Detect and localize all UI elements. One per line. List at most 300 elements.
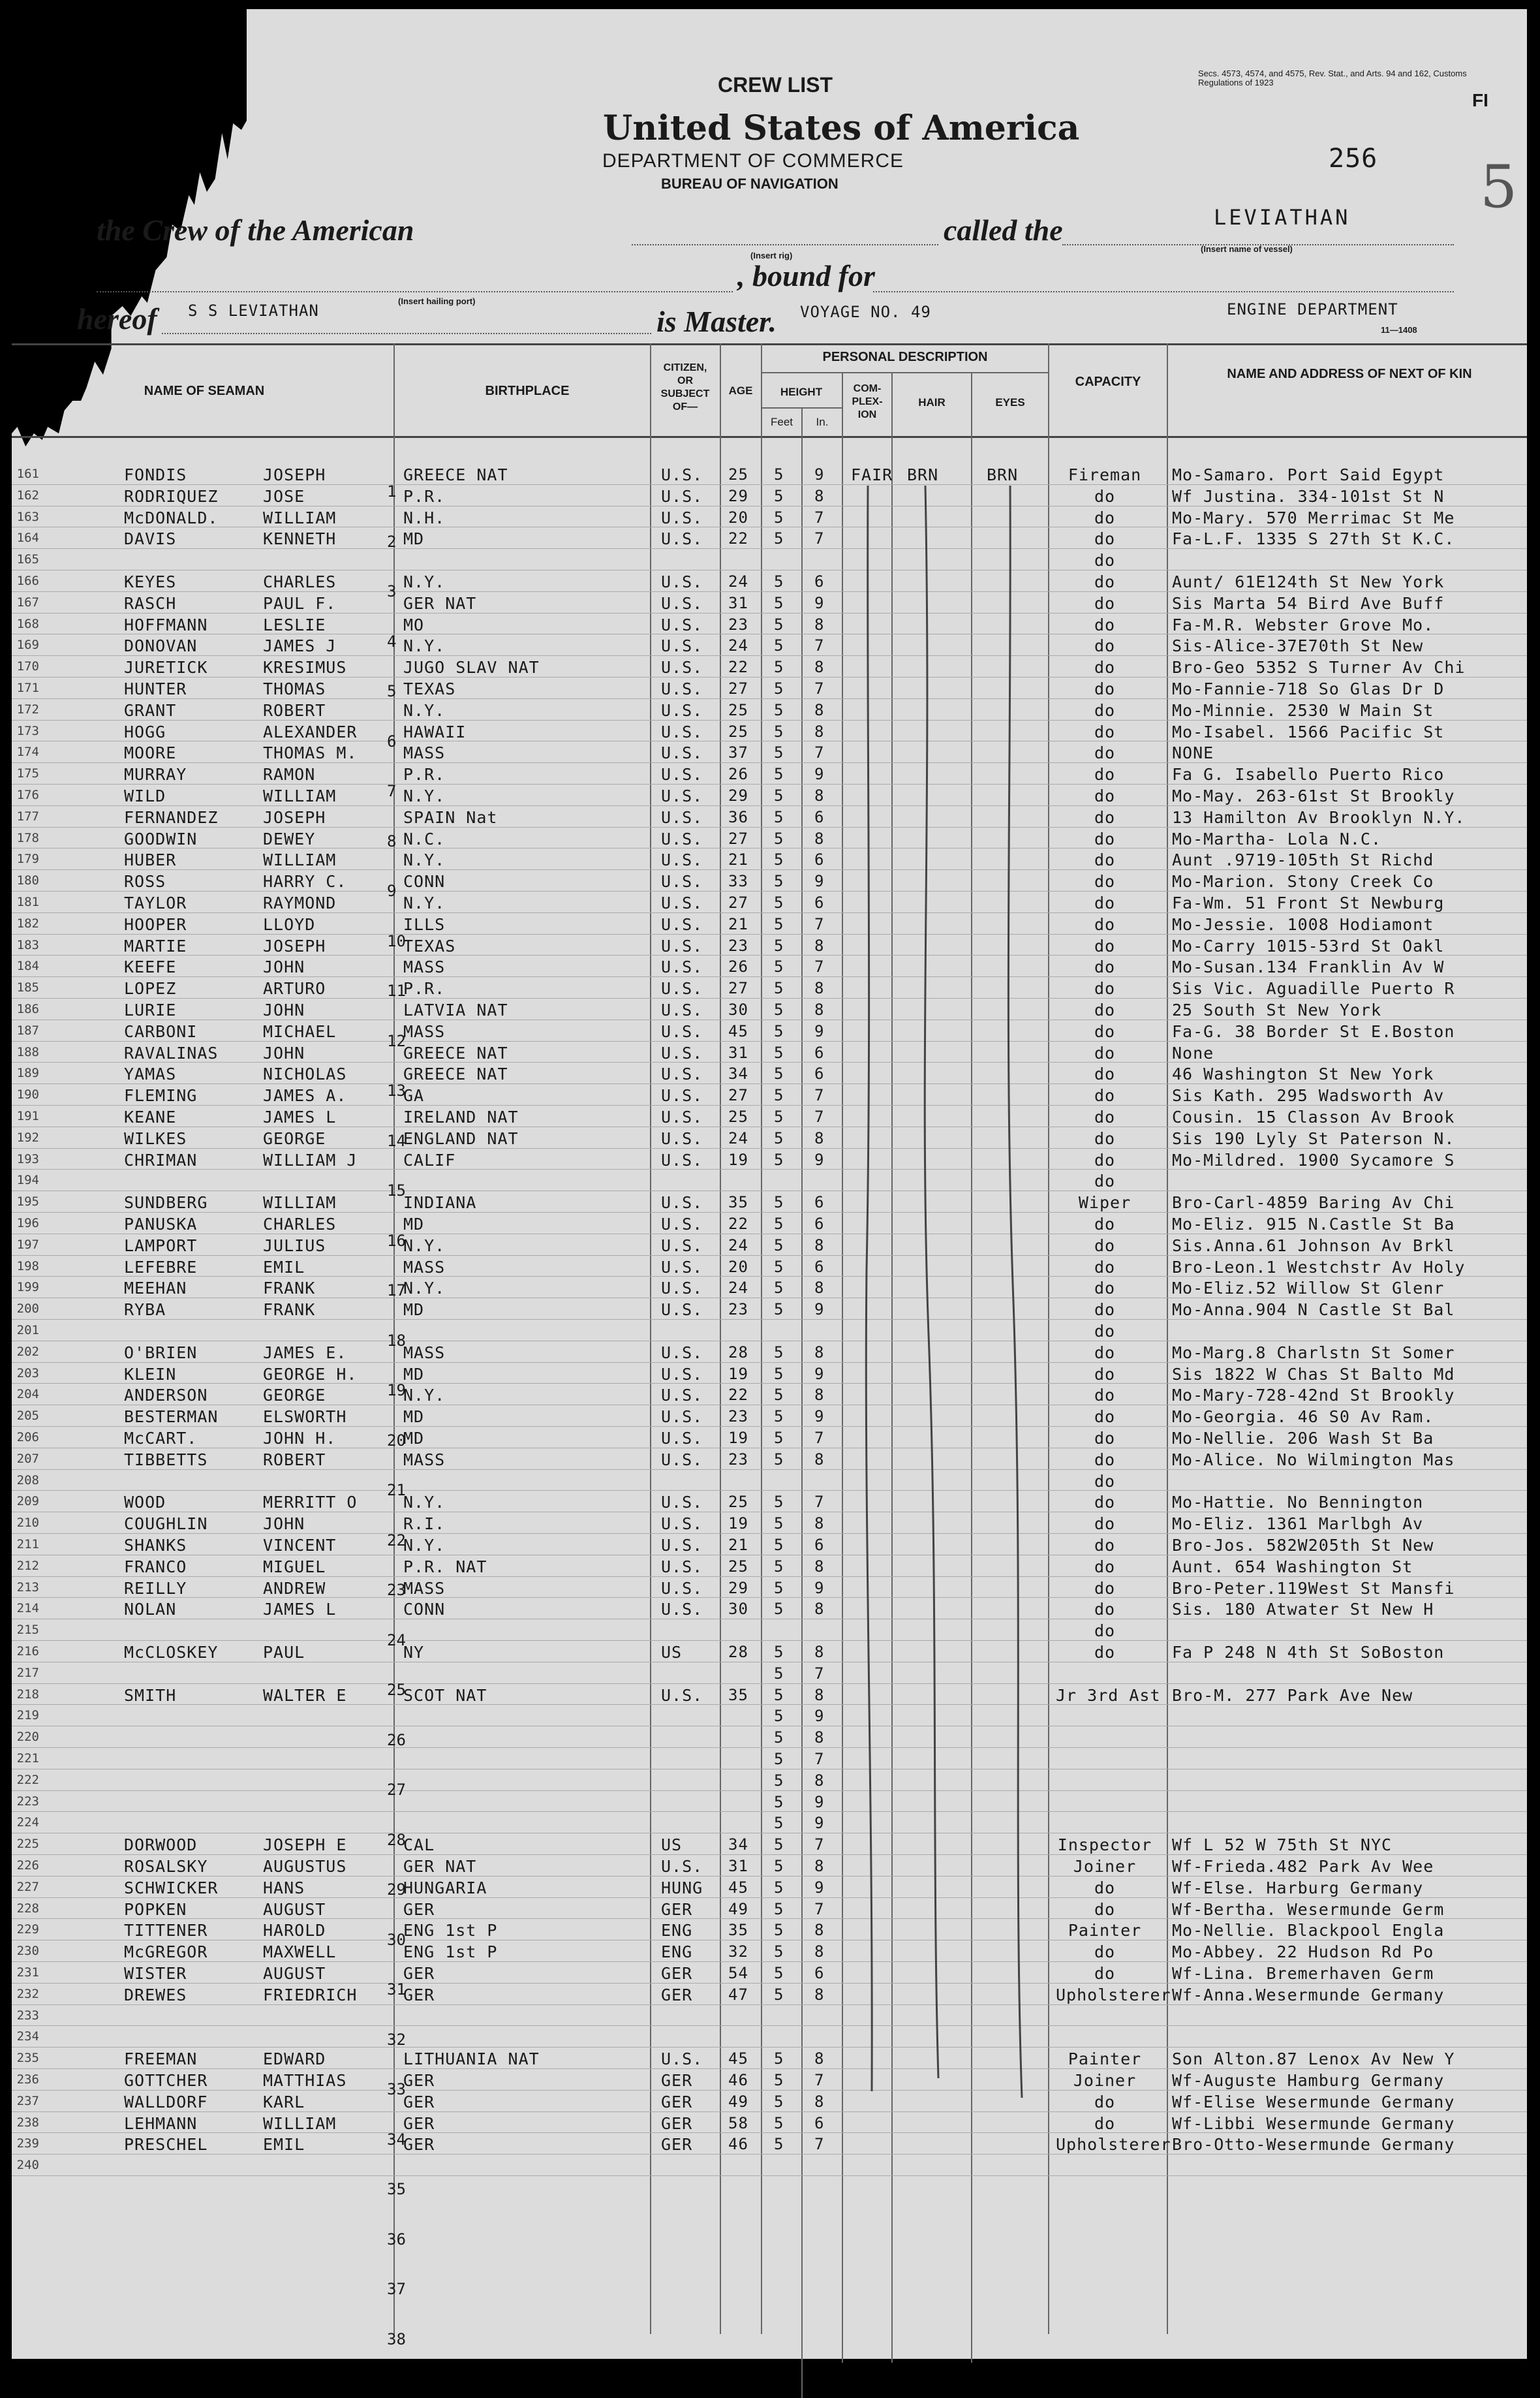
cell-age: 20 [728, 508, 748, 527]
cell-sur: JURETICK [124, 658, 208, 677]
cell-kin: Mo-Susan.134 Franklin Av W [1172, 958, 1445, 977]
cell-kin: Wf-Auguste Hamburg Germany [1172, 2071, 1445, 2090]
cell-sur: RAVALINAS [124, 1043, 219, 1063]
cell-cit: ENG [661, 1921, 693, 1940]
cell-kin: Mo-Anna.904 N Castle St Bal [1172, 1300, 1455, 1320]
cell-age: 36 [728, 807, 748, 826]
cell-sur: SHANKS [124, 1536, 187, 1555]
cell-ft: 5 [774, 1150, 784, 1169]
cell-birth: P.R. [403, 486, 446, 506]
col-citizen: CITIZEN, OR SUBJECT OF— [660, 362, 710, 413]
line-number: 240 [16, 2158, 39, 2173]
col-eyes: EYES [995, 396, 1025, 409]
cell-ft: 5 [774, 1257, 784, 1276]
row-number: 4 [387, 632, 397, 651]
cell-sur: WILD [124, 786, 166, 805]
cell-cit: U.S. [661, 1536, 703, 1555]
line-number: 192 [16, 1130, 39, 1145]
cell-birth: SCOT NAT [403, 1685, 487, 1705]
cell-cap: do [1094, 2092, 1116, 2111]
cell-cit: GER [661, 2092, 693, 2111]
row-number: 12 [387, 1031, 406, 1050]
cell-giv: HARRY C. [263, 872, 347, 892]
cell-in: 6 [814, 894, 825, 912]
cell-in: 9 [814, 1021, 825, 1040]
cell-cap: do [1094, 936, 1116, 956]
cell-kin: Bro-Carl-4859 Baring Av Chi [1172, 1193, 1455, 1213]
cell-ft: 5 [774, 1578, 784, 1597]
row-number: 30 [387, 1930, 406, 1949]
row-number: 15 [387, 1181, 406, 1200]
cell-cap: do [1094, 1065, 1116, 1084]
cell-cap: Joiner [1073, 2071, 1137, 2090]
cell-birth: ILLS [403, 914, 446, 934]
cell-birth: INDIANA [403, 1193, 477, 1213]
cell-kin: Mo-Alice. No Wilmington Mas [1172, 1450, 1455, 1469]
line-number: 212 [16, 1558, 39, 1573]
statute-reference: Secs. 4573, 4574, and 4575, Rev. Stat., and Arts. 94 and 162, Customs Regulations of 1923 [1198, 69, 1467, 87]
cell-in: 9 [814, 1300, 825, 1319]
cell-cap: do [1094, 1001, 1116, 1020]
cell-cap: Wiper [1078, 1193, 1132, 1213]
cell-age: 35 [728, 1921, 748, 1940]
col-capacity: CAPACITY [1075, 375, 1141, 389]
cell-cap: Fireman [1068, 465, 1142, 484]
cell-cap: do [1094, 1386, 1116, 1405]
cell-kin: NONE [1172, 743, 1214, 763]
cell-age: 27 [728, 894, 748, 912]
cell-in: 6 [814, 2113, 825, 2132]
cell-ft: 5 [774, 807, 784, 826]
line-number: 232 [16, 1986, 39, 2001]
line-number: 176 [16, 788, 39, 802]
cell-kin: Mo-Martha- Lola N.C. [1172, 829, 1382, 849]
row-number: 14 [387, 1131, 406, 1150]
cell-cit: U.S. [661, 700, 703, 720]
cell-sur: HUBER [124, 850, 177, 870]
row-number: 37 [387, 2280, 406, 2298]
col-hair: HAIR [918, 396, 946, 409]
line-number: 187 [16, 1023, 39, 1038]
cell-sur: GOTTCHER [124, 2071, 208, 2090]
destination-line [873, 291, 1454, 292]
cell-cit: U.S. [661, 722, 703, 741]
cell-ft: 5 [774, 615, 784, 634]
cell-age: 35 [728, 1685, 748, 1704]
cell-kin: Mo-Mildred. 1900 Sycamore S [1172, 1150, 1455, 1170]
cell-birth: P.R. [403, 765, 446, 785]
cell-in: 9 [814, 1707, 825, 1726]
cell-cit: US [661, 1835, 683, 1855]
cell-age: 27 [728, 829, 748, 848]
cell-cap: do [1094, 1514, 1116, 1534]
row-number: 8 [387, 832, 397, 850]
cell-cit: U.S. [661, 465, 703, 484]
cell-in: 7 [814, 1108, 825, 1126]
cell-giv: MAXWELL [263, 1942, 337, 1962]
line-number: 210 [16, 1516, 39, 1531]
cell-age: 45 [728, 1021, 748, 1040]
cell-ft: 5 [774, 1043, 784, 1062]
line-number: 234 [16, 2029, 39, 2044]
cell-age: 31 [728, 1857, 748, 1875]
department-label: ENGINE DEPARTMENT [1227, 300, 1398, 319]
cell-ft: 5 [774, 722, 784, 741]
cell-age: 24 [728, 1129, 748, 1147]
cell-birth: MASS [403, 1578, 446, 1598]
cell-age: 45 [728, 2049, 748, 2068]
line-number: 207 [16, 1451, 39, 1466]
cell-birth: MD [403, 529, 425, 549]
cell-sur: DAVIS [124, 529, 177, 549]
cell-cit: U.S. [661, 958, 703, 977]
cell-in: 9 [814, 872, 825, 891]
cell-giv: KRESIMUS [263, 658, 347, 677]
cell-ft: 5 [774, 2049, 784, 2068]
cell-cit: U.S. [661, 850, 703, 870]
cell-sur: TIBBETTS [124, 1450, 208, 1469]
cell-birth: N.Y. [403, 1279, 446, 1298]
cell-giv: JOSE [263, 486, 305, 506]
cell-kin: Aunt. 654 Washington St [1172, 1557, 1413, 1576]
cell-in: 6 [814, 1215, 825, 1233]
cell-birth: N.Y. [403, 1536, 446, 1555]
cell-sur: TAYLOR [124, 894, 187, 912]
line-number: 235 [16, 2051, 39, 2066]
cell-in: 7 [814, 2135, 825, 2154]
line-number: 231 [16, 1965, 39, 1980]
cell-ft: 5 [774, 765, 784, 784]
cell-cit: ENG [661, 1942, 693, 1962]
cell-in: 8 [814, 1001, 825, 1019]
cell-giv: FRIEDRICH [263, 1985, 358, 2004]
row-number: 21 [387, 1481, 406, 1499]
cell-cap: do [1094, 743, 1116, 763]
cell-age: 20 [728, 1257, 748, 1276]
whereof-value: S S LEVIATHAN [188, 302, 319, 320]
table-header-rule [12, 436, 1527, 438]
cell-cap: do [1094, 1108, 1116, 1127]
margin-number: 5 [1480, 153, 1518, 221]
line-number: 163 [16, 509, 39, 524]
cell-ft: 5 [774, 1086, 784, 1105]
row-number: 19 [387, 1381, 406, 1399]
cell-age: 24 [728, 1236, 748, 1254]
row-number: 20 [387, 1431, 406, 1450]
col-kin: NAME AND ADDRESS OF NEXT OF KIN [1227, 367, 1472, 381]
line-number: 223 [16, 1794, 39, 1809]
cell-birth: NY [403, 1643, 425, 1662]
line-number: 228 [16, 1901, 39, 1916]
cell-ft: 5 [774, 1407, 784, 1426]
cell-sur: WALLDORF [124, 2092, 208, 2111]
cell-sur: PANUSKA [124, 1215, 198, 1234]
line-number: 203 [16, 1365, 39, 1380]
line-number: 229 [16, 1922, 39, 1937]
cell-birth: P.R. NAT [403, 1557, 487, 1576]
cell-in: 6 [814, 850, 825, 869]
cell-cap: do [1094, 1557, 1116, 1576]
cell-sur: NOLAN [124, 1600, 177, 1619]
cell-giv: PAUL [263, 1643, 305, 1662]
insert-port-note: (Insert hailing port) [398, 296, 476, 306]
cell-kin: Sis.Anna.61 Johnson Av Brkl [1172, 1236, 1455, 1255]
line-number: 194 [16, 1173, 39, 1188]
cell-kin: Sis Marta 54 Bird Ave Buff [1172, 593, 1445, 613]
cell-kin: Fa-L.F. 1335 S 27th St K.C. [1172, 529, 1455, 549]
cell-in: 8 [814, 1643, 825, 1661]
cell-cap: do [1094, 1322, 1116, 1341]
cell-giv: MATTHIAS [263, 2071, 347, 2090]
cell-ft: 5 [774, 1300, 784, 1319]
cell-in: 6 [814, 572, 825, 591]
row-number: 25 [387, 1681, 406, 1699]
cell-sur: ANDERSON [124, 1386, 208, 1405]
cell-giv: JAMES E. [263, 1343, 347, 1362]
cell-cit: U.S. [661, 572, 703, 591]
form-title: CREW LIST [718, 73, 833, 97]
cell-age: 25 [728, 722, 748, 741]
corner-letters: FI [1472, 90, 1488, 110]
cell-ft: 5 [774, 1921, 784, 1940]
cell-birth: GREECE NAT [403, 1043, 508, 1063]
cell-cit: GER [661, 1985, 693, 2004]
cell-kin: Bro-M. 277 Park Ave New [1172, 1685, 1413, 1705]
row-number: 33 [387, 2080, 406, 2098]
cell-in: 7 [814, 529, 825, 548]
cell-kin: Mo-Fannie-718 So Glas Dr D [1172, 679, 1445, 698]
cell-birth: IRELAND NAT [403, 1108, 519, 1127]
cell-ft: 5 [774, 700, 784, 719]
cell-in: 8 [814, 1685, 825, 1704]
cell-kin: Bro-Peter.119West St Mansfi [1172, 1578, 1455, 1598]
cell-birth: CONN [403, 872, 446, 892]
cell-kin: Fa-Wm. 51 Front St Newburg [1172, 894, 1445, 912]
line-number: 217 [16, 1665, 39, 1680]
line-number: 178 [16, 830, 39, 845]
line-number: 182 [16, 916, 39, 931]
line-number: 209 [16, 1494, 39, 1509]
cell-giv: WILLIAM [263, 850, 337, 870]
cell-birth: MASS [403, 1450, 446, 1469]
cell-kin: Son Alton.87 Lenox Av New Y [1172, 2049, 1455, 2069]
line-number: 208 [16, 1472, 39, 1487]
cell-cit: HUNG [661, 1878, 703, 1897]
cell-in: 7 [814, 914, 825, 933]
cell-sur: MARTIE [124, 936, 187, 956]
cell-cap: do [1094, 1150, 1116, 1170]
cell-in: 9 [814, 1878, 825, 1897]
cell-ft: 5 [774, 1685, 784, 1704]
cell-cit: GER [661, 1964, 693, 1983]
row-number: 28 [387, 1830, 406, 1849]
cell-kin: None [1172, 1043, 1214, 1063]
cell-cap: do [1094, 1407, 1116, 1427]
cell-cit: U.S. [661, 593, 703, 613]
cell-ft: 5 [774, 1065, 784, 1083]
cell-cap: do [1094, 1964, 1116, 1983]
cell-kin: Mo-Nellie. 206 Wash St Ba [1172, 1429, 1434, 1448]
cell-giv: JAMES A. [263, 1086, 347, 1106]
cell-age: 45 [728, 1878, 748, 1897]
cell-cit: U.S. [661, 1021, 703, 1041]
cell-giv: KARL [263, 2092, 305, 2111]
cell-in: 8 [814, 786, 825, 805]
line-number: 193 [16, 1151, 39, 1166]
cell-sur: HOGG [124, 722, 166, 741]
cell-sur: WILKES [124, 1129, 187, 1148]
cell-age: 30 [728, 1001, 748, 1019]
cell-giv: JOHN [263, 1043, 305, 1063]
cell-age: 22 [728, 1386, 748, 1405]
cell-age: 31 [728, 1043, 748, 1062]
row-number: 34 [387, 2130, 406, 2149]
cell-ft: 5 [774, 936, 784, 955]
cell-in: 9 [814, 1792, 825, 1811]
cell-birth: HAWAII [403, 722, 467, 741]
line-number: 175 [16, 766, 39, 781]
cell-age: 22 [728, 658, 748, 677]
cell-giv: VINCENT [263, 1536, 337, 1555]
cell-cit: U.S. [661, 1215, 703, 1234]
cell-cit: U.S. [661, 1193, 703, 1213]
cell-giv: GEORGE H. [263, 1364, 358, 1384]
cell-cit: U.S. [661, 1450, 703, 1469]
cell-age: 26 [728, 765, 748, 784]
cell-cap: do [1094, 1343, 1116, 1362]
cell-sur: WISTER [124, 1964, 187, 1983]
cell-in: 6 [814, 807, 825, 826]
cell-age: 25 [728, 465, 748, 484]
cell-sur: O'BRIEN [124, 1343, 198, 1362]
cell-in: 7 [814, 958, 825, 976]
cell-giv: JOHN [263, 1514, 305, 1534]
cell-kin: Wf-Elise Wesermunde Germany [1172, 2092, 1455, 2111]
row-number: 23 [387, 1581, 406, 1599]
cell-ft: 5 [774, 1750, 784, 1768]
cell-sur: MOORE [124, 743, 177, 763]
cell-sur: SCHWICKER [124, 1878, 219, 1897]
cell-in: 7 [814, 636, 825, 655]
cell-age: 23 [728, 615, 748, 634]
cell-cit: U.S. [661, 615, 703, 634]
cell-giv: AUGUSTUS [263, 1857, 347, 1876]
cell-giv: GEORGE [263, 1386, 326, 1405]
cell-cap: do [1094, 722, 1116, 741]
cell-in: 6 [814, 1257, 825, 1276]
line-number: 195 [16, 1194, 39, 1209]
cell-age: 25 [728, 1108, 748, 1126]
cell-cap: do [1094, 1043, 1116, 1063]
cell-cap: do [1094, 1364, 1116, 1384]
line-number: 162 [16, 488, 39, 503]
line-number: 237 [16, 2093, 39, 2108]
cell-in: 8 [814, 700, 825, 719]
cell-ft: 5 [774, 1878, 784, 1897]
cell-giv: JOSEPH [263, 807, 326, 827]
line-number: 173 [16, 723, 39, 738]
cell-cap: do [1094, 529, 1116, 549]
cell-age: 28 [728, 1643, 748, 1661]
cell-birth: N.Y. [403, 700, 446, 720]
cell-giv: EMIL [263, 2135, 305, 2155]
cell-giv: ROBERT [263, 1450, 326, 1469]
cell-ft: 5 [774, 1964, 784, 1982]
row-number: 38 [387, 2329, 406, 2348]
cell-in: 6 [814, 1065, 825, 1083]
cell-cit: U.S. [661, 743, 703, 763]
cell-age: 30 [728, 1600, 748, 1619]
cell-sur: RODRIQUEZ [124, 486, 219, 506]
cell-sur: COUGHLIN [124, 1514, 208, 1534]
cell-kin: Mo-Eliz.52 Willow St Glenr [1172, 1279, 1445, 1298]
cell-ft: 5 [774, 1664, 784, 1683]
col-height: HEIGHT [780, 386, 823, 398]
cell-cit: GER [661, 2135, 693, 2155]
cell-age: 21 [728, 850, 748, 869]
cell-cap: Joiner [1073, 1857, 1137, 1876]
row-number: 27 [387, 1781, 406, 1799]
cell-in: 8 [814, 1728, 825, 1747]
cell-in: 9 [814, 1578, 825, 1597]
cell-birth: N.Y. [403, 850, 446, 870]
cell-giv: JOSEPH E [263, 1835, 347, 1855]
cell-in: 7 [814, 1750, 825, 1768]
cell-kin: Wf-Else. Harburg Germany [1172, 1878, 1424, 1897]
cell-sur: TITTENER [124, 1921, 208, 1940]
line-number: 184 [16, 959, 39, 974]
cell-age: 25 [728, 1493, 748, 1512]
cell-birth: GER [403, 1899, 435, 1919]
cell-giv: ROBERT [263, 700, 326, 720]
line-number: 161 [16, 467, 39, 481]
cell-birth: N.Y. [403, 786, 446, 805]
cell-cit: U.S. [661, 1108, 703, 1127]
cell-sur: FRANCO [124, 1557, 187, 1576]
row-number: 22 [387, 1531, 406, 1549]
cell-in: 8 [814, 1236, 825, 1254]
cell-birth: GER [403, 2092, 435, 2111]
cell-sur: DREWES [124, 1985, 187, 2004]
cell-cap: do [1094, 914, 1116, 934]
cell-giv: DEWEY [263, 829, 316, 849]
row-rule [12, 2047, 1527, 2048]
cell-cap: do [1094, 615, 1116, 634]
cell-in: 9 [814, 465, 825, 484]
cell-in: 7 [814, 1086, 825, 1105]
cell-cit: U.S. [661, 1685, 703, 1705]
cell-birth: N.Y. [403, 1386, 446, 1405]
cell-in: 8 [814, 1771, 825, 1790]
cell-sur: LAMPORT [124, 1236, 198, 1255]
cell-cap: do [1094, 786, 1116, 805]
cell-kin: Fa-G. 38 Border St E.Boston [1172, 1021, 1455, 1041]
cell-kin: Mo-Isabel. 1566 Pacific St [1172, 722, 1445, 741]
bound-phrase: , bound for [737, 259, 875, 292]
cell-age: 49 [728, 2092, 748, 2111]
cell-birth: GER [403, 2113, 435, 2133]
cell-in: 8 [814, 1386, 825, 1405]
cell-cap: do [1094, 1536, 1116, 1555]
cell-giv: WILLIAM J [263, 1150, 358, 1170]
cell-cit: U.S. [661, 1600, 703, 1619]
row-number: 2 [387, 532, 397, 551]
line-number: 167 [16, 595, 39, 610]
cell-sur: GOODWIN [124, 829, 198, 849]
cell-giv: JOHN H. [263, 1429, 337, 1448]
cell-sur: REILLY [124, 1578, 187, 1598]
cell-age: 23 [728, 1450, 748, 1469]
